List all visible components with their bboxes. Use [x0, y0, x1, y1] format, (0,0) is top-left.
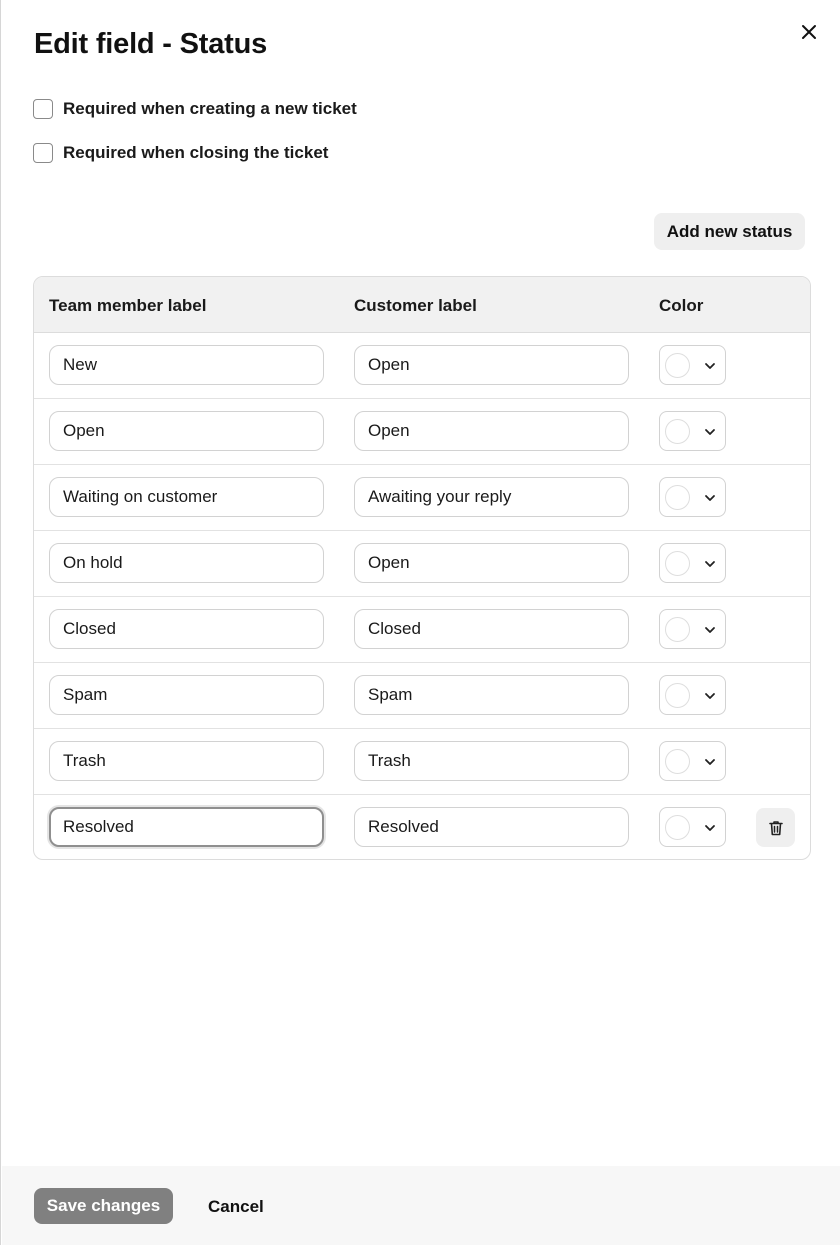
team-member-label-input[interactable]: Open: [49, 411, 324, 451]
color-select[interactable]: [659, 675, 726, 715]
color-swatch: [665, 485, 690, 510]
customer-label-input[interactable]: Open: [354, 345, 629, 385]
customer-label-input[interactable]: Spam: [354, 675, 629, 715]
chevron-down-icon: [703, 623, 717, 637]
table-row: [34, 795, 810, 860]
color-select[interactable]: [659, 477, 726, 517]
cancel-button[interactable]: Cancel: [208, 1197, 264, 1216]
color-swatch: [665, 749, 690, 774]
table-row: [34, 399, 810, 465]
color-select[interactable]: [659, 741, 726, 781]
table-row: [34, 729, 810, 795]
table-row: [34, 531, 810, 597]
delete-status-button[interactable]: [756, 808, 795, 847]
color-swatch: [665, 419, 690, 444]
customer-label-input[interactable]: Open: [354, 411, 629, 451]
required-on-create-checkbox[interactable]: [33, 99, 53, 119]
team-member-label-input[interactable]: New: [49, 345, 324, 385]
color-select[interactable]: [659, 609, 726, 649]
status-table: [33, 276, 811, 860]
chevron-down-icon: [703, 557, 717, 571]
chevron-down-icon: [703, 755, 717, 769]
close-button[interactable]: [797, 20, 821, 44]
table-row: [34, 663, 810, 729]
color-select[interactable]: [659, 807, 726, 847]
add-new-status-button[interactable]: Add new status: [654, 213, 805, 250]
column-header-customer-label: Customer label: [354, 296, 477, 315]
table-header: [34, 277, 810, 333]
color-select[interactable]: [659, 345, 726, 385]
color-swatch: [665, 551, 690, 576]
required-on-close-checkbox[interactable]: [33, 143, 53, 163]
customer-label-input[interactable]: Awaiting your reply: [354, 477, 629, 517]
required-on-create-label: Required when creating a new ticket: [63, 99, 357, 118]
color-swatch: [665, 683, 690, 708]
chevron-down-icon: [703, 359, 717, 373]
table-row: [34, 597, 810, 663]
team-member-label-input[interactable]: On hold: [49, 543, 324, 583]
customer-label-input[interactable]: Open: [354, 543, 629, 583]
close-icon: [801, 24, 817, 40]
required-on-close-option[interactable]: [33, 143, 328, 163]
trash-icon: [767, 819, 785, 837]
required-on-create-option[interactable]: [33, 99, 357, 119]
chevron-down-icon: [703, 821, 717, 835]
color-swatch: [665, 617, 690, 642]
customer-label-input[interactable]: Resolved: [354, 807, 629, 847]
color-swatch: [665, 353, 690, 378]
save-changes-button[interactable]: Save changes: [34, 1188, 173, 1224]
color-select[interactable]: [659, 543, 726, 583]
customer-label-input[interactable]: Trash: [354, 741, 629, 781]
color-select[interactable]: [659, 411, 726, 451]
team-member-label-input[interactable]: Resolved: [49, 807, 324, 847]
dialog-title: Edit field - Status: [34, 28, 268, 60]
column-header-team-member-label: Team member label: [49, 296, 207, 315]
table-row: [34, 333, 810, 399]
customer-label-input[interactable]: Closed: [354, 609, 629, 649]
chevron-down-icon: [703, 491, 717, 505]
team-member-label-input[interactable]: Closed: [49, 609, 324, 649]
color-swatch: [665, 815, 690, 840]
team-member-label-input[interactable]: Spam: [49, 675, 324, 715]
team-member-label-input[interactable]: Waiting on customer: [49, 477, 324, 517]
chevron-down-icon: [703, 425, 717, 439]
chevron-down-icon: [703, 689, 717, 703]
column-header-color: Color: [659, 296, 704, 315]
table-row: [34, 465, 810, 531]
required-on-close-label: Required when closing the ticket: [63, 143, 329, 162]
team-member-label-input[interactable]: Trash: [49, 741, 324, 781]
